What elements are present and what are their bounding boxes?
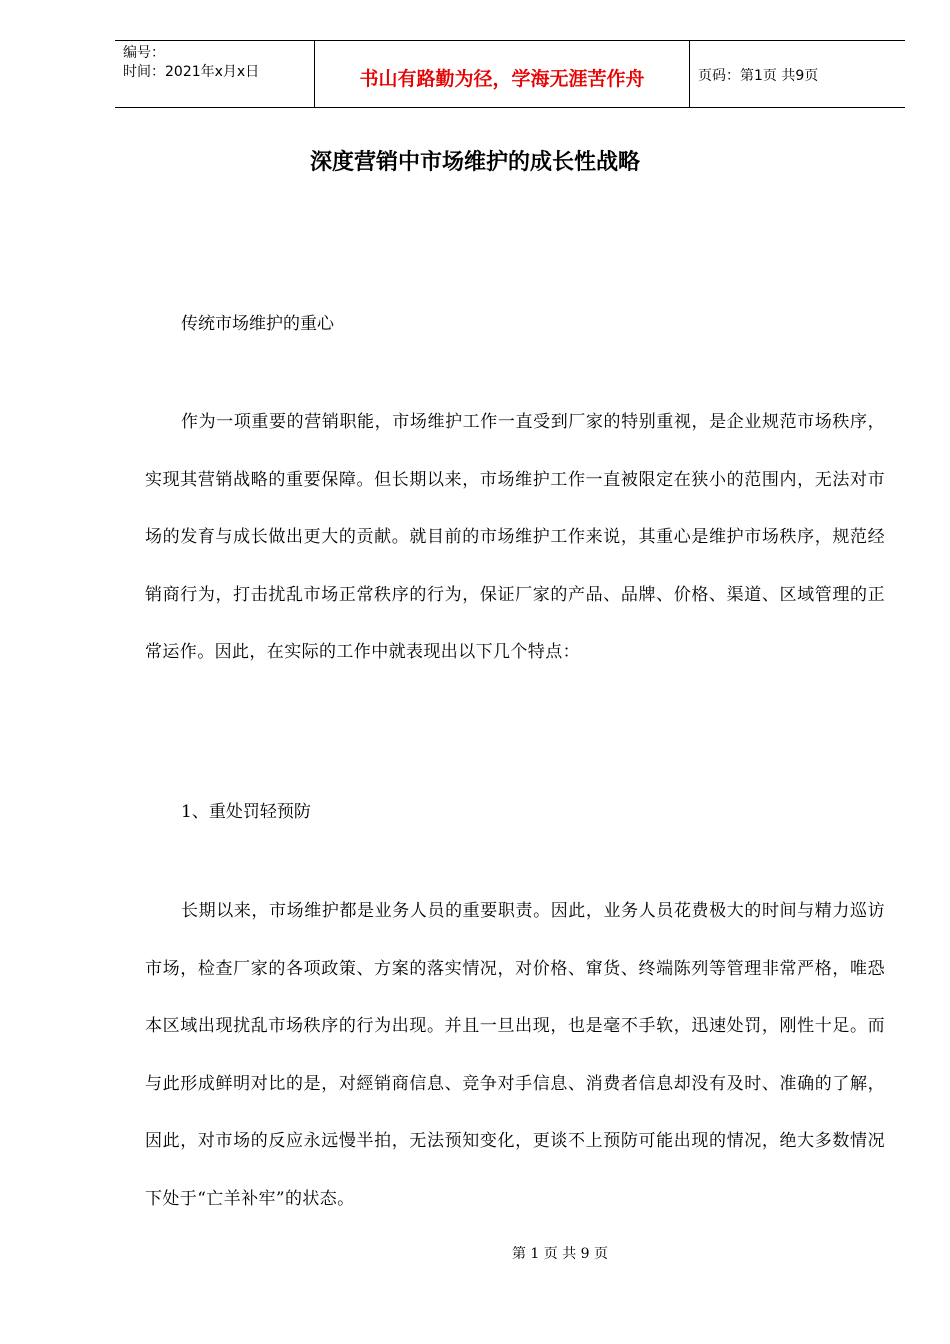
header-number: 编号： [123,45,165,61]
header-page-info: 页码：第1页 共9页 [698,68,819,84]
page-footer: 第 1 页 共 9 页 [511,1246,609,1262]
body-paragraph: 作为一项重要的营销职能，市场维护工作一直受到厂家的特别重视，是企业规范市场秩序，实现其营销战略的重要保障。但长期以来，市场维护工作一直被限定在狭小的范围内，无法对市场的发育与成长做出更大的贡献。就目前的市场维护工作来说，其重心是维护市场秩序，规范经销商行为，打击扰乱市场正常秩序的行为，保证厂家的产品、品牌、价格、渠道、区域管理的正常运作。因此，在实际的工作中就表现出以下几个特点： [145,412,885,662]
header-meta [115,41,315,107]
section-heading: 传统市场维护的重心 [181,314,334,334]
body-paragraph: 长期以来，市场维护都是业务人员的重要职责。因此，业务人员花费极大的时间与精力巡访市场，检查厂家的各项政策、方案的落实情况，对价格、窜货、终端陈列等管理非常严格，唯恐本区域出现扰乱市场秩序的行为出现。并且一旦出现，也是毫不手软，迅速处罚，刚性十足。而与此形成鲜明对比的是，对經销商信息、竞争对手信息、消费者信息却没有及时、准确的了解，因此，对市场的反应永远慢半拍，无法预知变化，更谈不上预防可能出现的情况，绝大多数情况下处于“亡羊补牢”的状态。 [145,901,885,1209]
document-title: 深度营销中市场维护的成长性战略 [309,150,640,175]
section-heading: 1、重处罚轻预防 [181,802,311,822]
header-time: 时间：2021年x月x日 [123,64,260,80]
page-header [115,40,905,108]
header-motto: 书山有路勤为径，学海无涯苦作舟 [315,41,690,107]
